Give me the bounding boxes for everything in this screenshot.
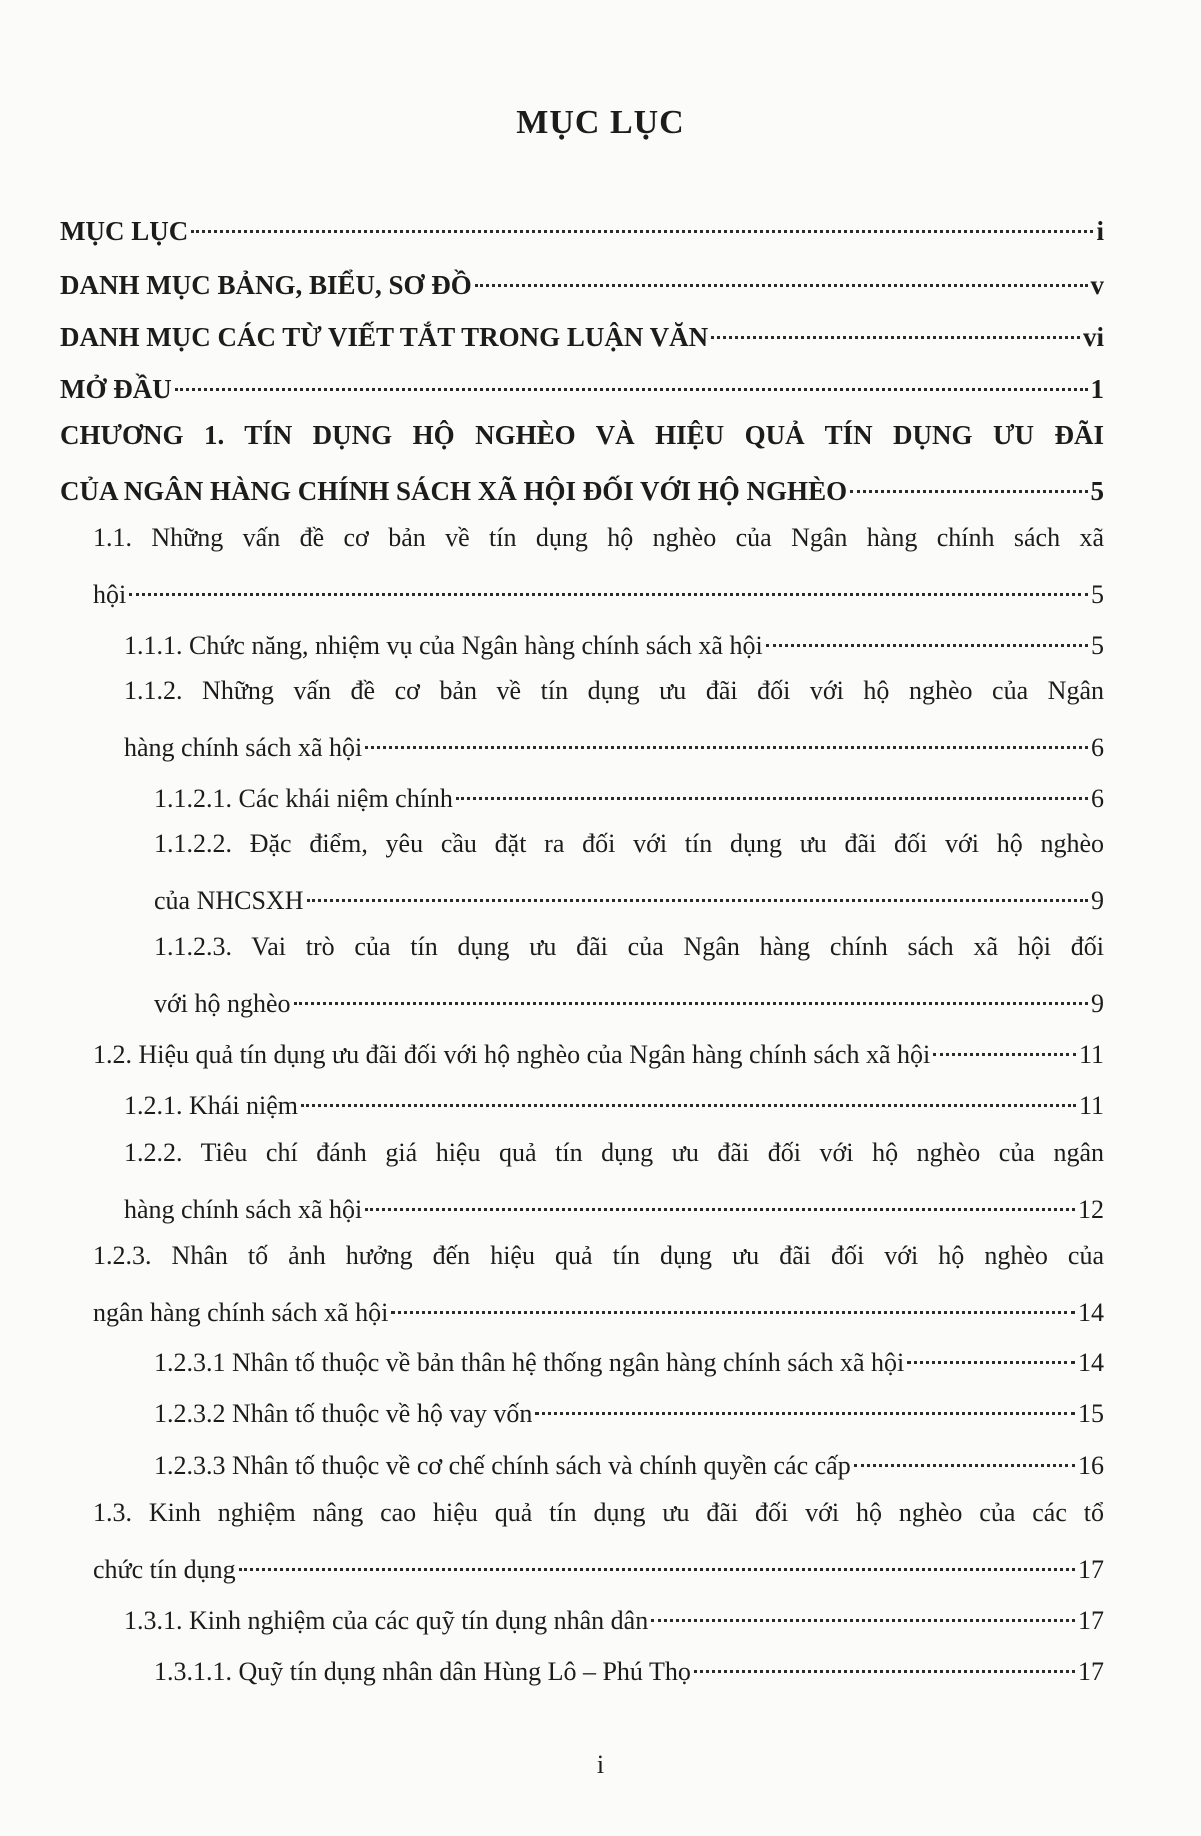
- dot-leader: [711, 316, 1080, 346]
- toc-entry-title: 1.2.3.2 Nhân tố thuộc về hộ vay vốn: [154, 1399, 533, 1428]
- page-number-footer: i: [596, 1750, 605, 1779]
- toc-entry-title: 1.1.1. Chức năng, nhiệm vụ của Ngân hàng chính sách xã hội: [124, 631, 763, 660]
- toc-page-number: 14: [1078, 1348, 1104, 1377]
- toc-entry-title: ngân hàng chính sách xã hội: [93, 1298, 389, 1327]
- dot-leader: [907, 1341, 1075, 1371]
- toc-entry-title: 1.2.2. Tiêu chí đánh giá hiệu quả tín dụng ưu đãi đối với hộ nghèo của ngân: [124, 1138, 1104, 1167]
- toc-entry-title: 1.3.1. Kinh nghiệm của các quỹ tín dụng nhân dân: [124, 1606, 649, 1635]
- toc-entry-title: 1.1. Những vấn đề cơ bản về tín dụng hộ nghèo của Ngân hàng chính sách xã: [93, 523, 1104, 552]
- toc-entry-title: 1.1.2. Những vấn đề cơ bản về tín dụng ưu đãi đối với hộ nghèo của Ngân: [124, 676, 1104, 705]
- dot-leader: [854, 1444, 1075, 1474]
- toc-entry-title: 1.2.3. Nhân tố ảnh hưởng đến hiệu quả tín dụng ưu đãi đối với hộ nghèo của: [93, 1241, 1104, 1270]
- toc-page-number: 5: [1090, 476, 1104, 506]
- toc-entry-title: hội: [93, 580, 127, 609]
- toc-page-number: 17: [1078, 1555, 1104, 1584]
- page-title: MỤC LỤC: [516, 104, 685, 141]
- toc-entry-title: 1.1.2.3. Vai trò của tín dụng ưu đãi của Ngân hàng chính sách xã hội đối: [154, 932, 1104, 961]
- toc-page-number: 5: [1091, 580, 1104, 609]
- toc-entry-title: 1.3. Kinh nghiệm nâng cao hiệu quả tín dụng ưu đãi đối với hộ nghèo của các tổ: [93, 1498, 1104, 1527]
- dot-leader: [850, 470, 1087, 500]
- dot-leader: [294, 982, 1088, 1012]
- toc-page-number: v: [1090, 270, 1104, 300]
- dot-leader: [307, 879, 1089, 909]
- dot-leader: [391, 1291, 1075, 1321]
- toc-entry-title: DANH MỤC CÁC TỪ VIẾT TẮT TRONG LUẬN VĂN: [60, 322, 709, 352]
- toc-entry-title: 1.2.3.1 Nhân tố thuộc về bản thân hệ thống ngân hàng chính sách xã hội: [154, 1348, 905, 1377]
- toc-entry-title: với hộ nghèo: [154, 989, 291, 1018]
- toc-page-number: 6: [1091, 733, 1104, 762]
- dot-leader: [651, 1599, 1075, 1629]
- toc-entry-title: CHƯƠNG 1. TÍN DỤNG HỘ NGHÈO VÀ HIỆU QUẢ TÍN DỤNG ƯU ĐÃI: [60, 420, 1104, 450]
- toc-entry-title: 1.3.1.1. Quỹ tín dụng nhân dân Hùng Lô – Phú Thọ: [154, 1657, 691, 1686]
- dot-leader: [535, 1392, 1075, 1422]
- toc-page-number: 17: [1078, 1657, 1104, 1686]
- toc-page-number: 14: [1078, 1298, 1104, 1327]
- dot-leader: [239, 1548, 1075, 1578]
- dot-leader: [766, 624, 1088, 654]
- dot-leader: [175, 368, 1088, 398]
- toc-page-number: 15: [1078, 1399, 1104, 1428]
- toc-entry-title: 1.2.3.3 Nhân tố thuộc về cơ chế chính sách và chính quyền các cấp: [154, 1451, 851, 1480]
- dot-leader: [365, 1188, 1075, 1218]
- toc-page-number: 5: [1091, 631, 1104, 660]
- dot-leader: [301, 1084, 1076, 1114]
- toc-page-number: 6: [1091, 784, 1104, 813]
- toc-entry-title: 1.2.1. Khái niệm: [124, 1091, 299, 1120]
- toc-entry-title: hàng chính sách xã hội: [124, 733, 363, 762]
- dot-leader: [456, 777, 1088, 807]
- toc-entry-title: 1.1.2.1. Các khái niệm chính: [154, 784, 453, 813]
- dot-leader: [933, 1033, 1076, 1063]
- toc-entry-title: 1.1.2.2. Đặc điểm, yêu cầu đặt ra đối với tín dụng ưu đãi đối với hộ nghèo: [154, 829, 1104, 858]
- toc-page-number: 17: [1078, 1606, 1104, 1635]
- toc-page-number: 11: [1078, 1040, 1104, 1069]
- toc-page-number: 16: [1078, 1451, 1104, 1480]
- toc-entry-title: CỦA NGÂN HÀNG CHÍNH SÁCH XÃ HỘI ĐỐI VỚI HỘ NGHÈO: [60, 476, 848, 506]
- toc-entry-title: MỤC LỤC: [60, 216, 189, 246]
- toc-page-number: 9: [1091, 989, 1104, 1018]
- dot-leader: [191, 210, 1093, 240]
- dot-leader: [694, 1650, 1075, 1680]
- toc-entry-title: hàng chính sách xã hội: [124, 1195, 363, 1224]
- toc-page-number: vi: [1082, 322, 1104, 352]
- toc-page-number: 12: [1078, 1195, 1104, 1224]
- toc-entry-title: MỞ ĐẦU: [60, 374, 172, 404]
- toc-page-number: i: [1096, 216, 1104, 246]
- toc-entry-title: của NHCSXH: [154, 886, 304, 915]
- toc-entry-title: 1.2. Hiệu quả tín dụng ưu đãi đối với hộ nghèo của Ngân hàng chính sách xã hội: [93, 1040, 931, 1069]
- toc-page-number: 9: [1091, 886, 1104, 915]
- toc-page-number: 1: [1090, 374, 1104, 404]
- toc-page-number: 11: [1078, 1091, 1104, 1120]
- dot-leader: [475, 264, 1088, 294]
- toc-entry-title: DANH MỤC BẢNG, BIỂU, SƠ ĐỒ: [60, 270, 472, 300]
- dot-leader: [129, 573, 1088, 603]
- dot-leader: [365, 726, 1088, 756]
- toc-entry-title: chức tín dụng: [93, 1555, 236, 1584]
